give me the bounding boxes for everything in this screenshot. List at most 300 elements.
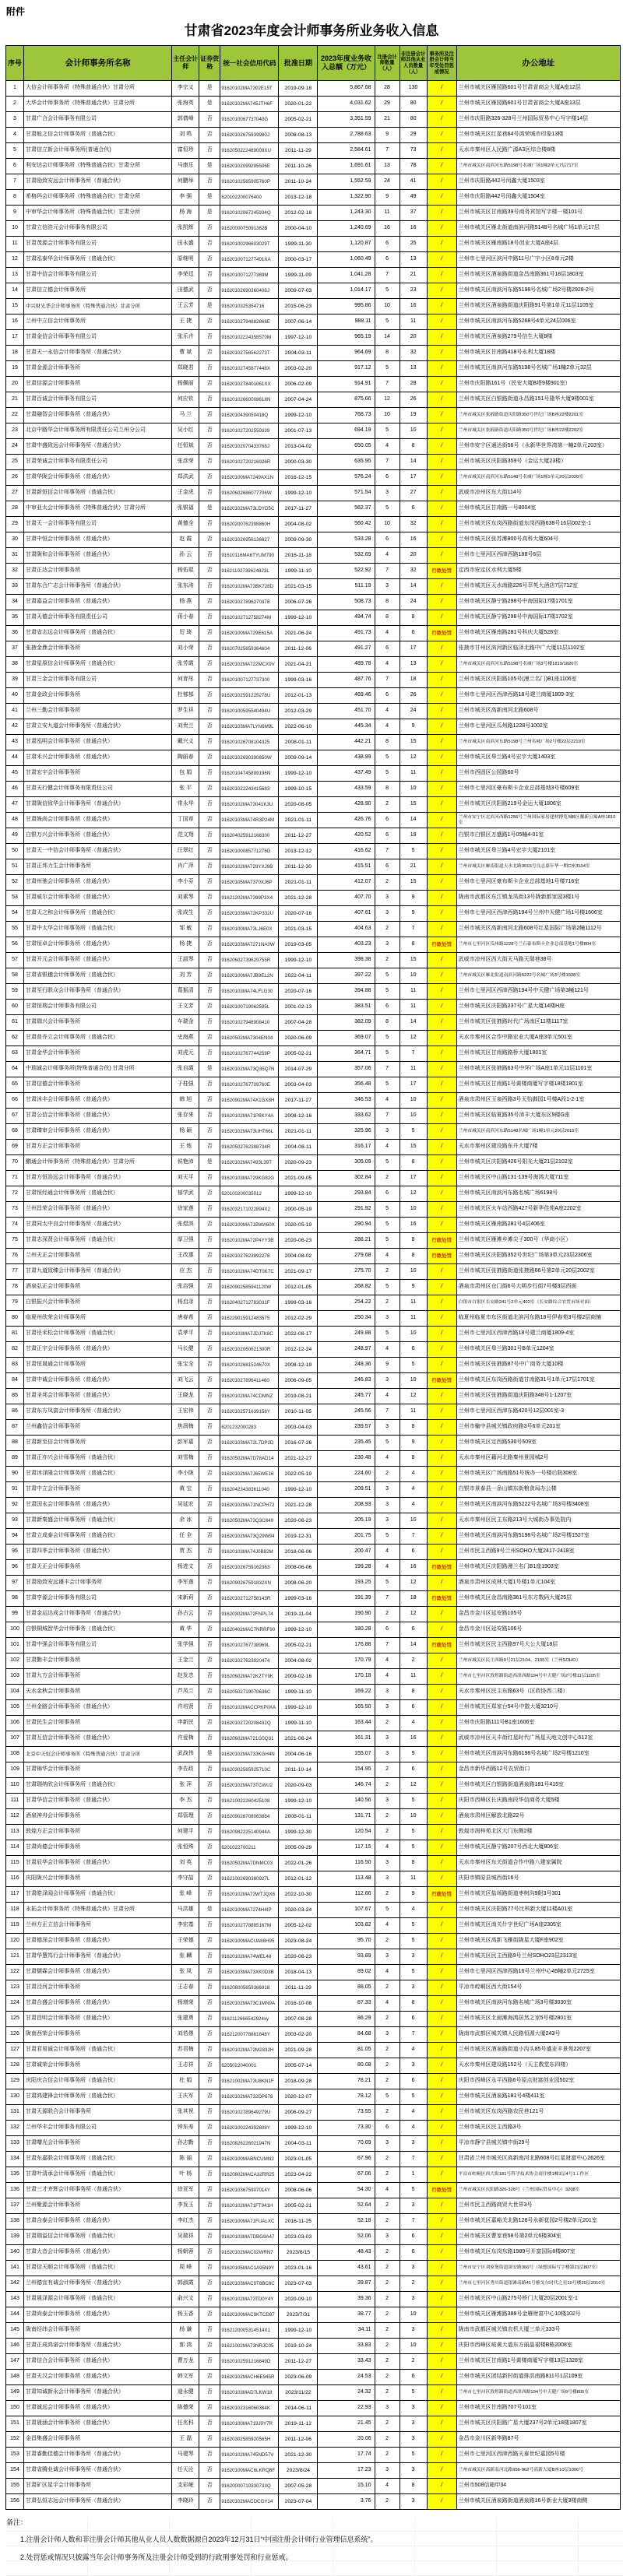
cell-index: 120 — [6, 1934, 24, 1949]
table-row — [6, 1327, 621, 1342]
cell-address: 兰州市七里河区秀川街道银滩南路41号雅戈尔时代之星10号楼20层2010室 — [456, 2276, 620, 2292]
cell-address: 兰州市城关区中山路131-139号海鸿大厦711室 — [456, 1171, 620, 1186]
cell-firm-name: 甘肃信德会计师事务所 — [24, 1077, 172, 1093]
table-row — [6, 1000, 621, 1015]
cell-penalty: / — [427, 875, 456, 891]
cell-index: 46 — [6, 782, 24, 797]
cell-cpa-count: 5 — [375, 1280, 399, 1295]
cell-chief-accountant: 刘素琴 — [172, 891, 199, 906]
cell-securities-qualified: 否 — [199, 1124, 220, 1140]
cell-credit-code: 91620100MAC6LKRQ8F — [220, 2463, 279, 2479]
cell-securities-qualified: 否 — [199, 2043, 220, 2058]
cell-staff-count: 8 — [399, 2479, 427, 2494]
cell-index: 155 — [6, 2479, 24, 2494]
cell-address: 兰州市城关区红星巷64号鸿荣城市印象13楼 — [456, 128, 620, 143]
cell-securities-qualified: 否 — [199, 2230, 220, 2245]
cell-penalty: / — [427, 1093, 456, 1109]
cell-approval-date: 2012-03-29 — [279, 704, 318, 719]
cell-approval-date: 1999-12-10 — [279, 408, 318, 423]
cell-staff-count: 6 — [399, 626, 427, 641]
cell-chief-accountant: 吴延宏 — [172, 1498, 199, 1513]
cell-securities-qualified: 否 — [199, 1109, 220, 1124]
cell-staff-count: 5 — [399, 2448, 427, 2463]
cell-cpa-count: 2 — [375, 2385, 399, 2401]
cell-chief-accountant: 张其祝 — [172, 2105, 199, 2121]
cell-securities-qualified: 否 — [199, 346, 220, 361]
cell-credit-code: 91620102MAC02WRN7 — [220, 2245, 279, 2261]
table-row — [6, 2370, 621, 2385]
table-row — [6, 2494, 621, 2510]
cell-credit-code: 91620102712758143R — [220, 1591, 279, 1607]
cell-penalty: / — [427, 1311, 456, 1327]
cell-address: 兰州市城关区高新南河北路608号 — [456, 704, 620, 719]
cell-income: 112.66 — [318, 1887, 375, 1903]
cell-cpa-count: 2 — [375, 2494, 399, 2510]
cell-cpa-count: 2 — [375, 2245, 399, 2261]
cell-credit-code: 91620102MA733KGH4N — [220, 1747, 279, 1762]
cell-cpa-count: 29 — [375, 97, 399, 112]
cell-staff-count: 9 — [399, 1436, 427, 1451]
cell-income: 245.56 — [318, 1404, 375, 1420]
cell-firm-name: 甘肃晟涵会计师事务所（普通合伙） — [24, 2416, 172, 2432]
cell-income: 5,867.68 — [318, 81, 375, 97]
cell-firm-name: 甘肃弘恒志远会计师事务所（普通合伙） — [24, 2494, 172, 2510]
cell-index: 42 — [6, 719, 24, 735]
cell-index: 118 — [6, 1903, 24, 1918]
cell-cpa-count: 4 — [375, 1669, 399, 1685]
cell-credit-code: 91620402MAC7NRRF90 — [220, 1622, 279, 1638]
cell-penalty: / — [427, 1358, 456, 1373]
cell-securities-qualified: 否 — [199, 517, 220, 532]
cell-approval-date: 2020-08-05 — [279, 797, 318, 813]
cell-staff-count: 3 — [399, 1980, 427, 1996]
column-header: 主任会计师 — [172, 46, 199, 81]
cell-cpa-count: 3 — [375, 1513, 399, 1529]
cell-staff-count: 3 — [399, 2323, 427, 2339]
cell-staff-count: 14 — [399, 579, 427, 595]
cell-securities-qualified: 否 — [199, 735, 220, 750]
cell-income: 131.71 — [318, 1809, 375, 1825]
cell-index: 73 — [6, 1202, 24, 1218]
cell-penalty: / — [427, 1965, 456, 1980]
cell-firm-name: 甘肃天源联合会计师事务所 — [24, 2105, 172, 2121]
cell-income: 291.92 — [318, 1202, 375, 1218]
cell-index: 35 — [6, 610, 24, 626]
cell-approval-date: 2022-10-30 — [279, 1887, 318, 1903]
table-row — [6, 1856, 621, 1871]
cell-staff-count: 5 — [399, 2183, 427, 2198]
cell-credit-code: 91620100085771276D — [220, 844, 279, 859]
cell-penalty: / — [427, 1513, 456, 1529]
cell-address: 兰州市城关区南滨河东路5198号兰州名城广场2号楼22层2219室 — [456, 735, 620, 750]
cell-credit-code: 91620102070433768J — [220, 439, 279, 455]
cell-chief-accountant: 张建勇 — [172, 2012, 199, 2027]
cell-penalty: / — [427, 1404, 456, 1420]
cell-income: 302.84 — [318, 1171, 375, 1186]
cell-cpa-count: 8 — [375, 595, 399, 610]
cell-income: 89.02 — [318, 1965, 375, 1980]
cell-credit-code: 916204025912168300 — [220, 828, 279, 844]
cell-chief-accountant: 肖广萍 — [172, 859, 199, 875]
cell-penalty: / — [427, 174, 456, 190]
cell-penalty: / — [427, 221, 456, 237]
cell-income: 917.12 — [318, 361, 375, 377]
cell-staff-count: 16 — [399, 221, 427, 237]
cell-income: 576.24 — [318, 470, 375, 486]
cell-cpa-count: 4 — [375, 1093, 399, 1109]
cell-approval-date: 2000-05-19 — [279, 1202, 318, 1218]
cell-staff-count: 5 — [399, 1825, 427, 1840]
cell-securities-qualified: 否 — [199, 1918, 220, 1934]
cell-cpa-count: 10 — [375, 408, 399, 423]
cell-cpa-count: 4 — [375, 1342, 399, 1358]
table-row — [6, 1513, 621, 1529]
cell-firm-name: 北京中天恒会计师事务所（特殊普通合伙）甘肃分所 — [24, 1747, 172, 1762]
cell-income: 489.78 — [318, 657, 375, 673]
cell-chief-accountant: 郑洪武 — [172, 470, 199, 486]
cell-staff-count: 6 — [399, 1622, 427, 1638]
cell-approval-date: 2001-02-13 — [279, 1000, 318, 1015]
cell-securities-qualified: 否 — [199, 2136, 220, 2152]
cell-securities-qualified: 是 — [199, 1155, 220, 1171]
cell-chief-accountant: 余 冰 — [172, 1513, 199, 1529]
table-row — [6, 875, 621, 891]
table-row — [6, 470, 621, 486]
cell-income: 146.74 — [318, 1778, 375, 1794]
cell-securities-qualified: 否 — [199, 968, 220, 984]
cell-address: 兰州市城关区东岗东路1989号开富国际8楼807室 — [456, 2245, 620, 2261]
cell-firm-name: 兰州金路会计师事务所（普通合伙） — [24, 1700, 172, 1716]
cell-credit-code: 9162010071277491XA — [220, 252, 279, 268]
cell-penalty: / — [427, 1436, 456, 1451]
cell-staff-count: 3 — [399, 2198, 427, 2214]
cell-penalty: / — [427, 735, 456, 750]
cell-approval-date: 2006-07-26 — [279, 595, 318, 610]
column-header: 事务所及注册会计师当年受处罚惩戒情况 — [427, 46, 456, 81]
cell-address: 兰州市城关区金昌南路361号东方数码大厦25层 — [456, 1591, 620, 1607]
cell-credit-code: 6201022700211 — [220, 1840, 279, 1856]
cell-address: 兰州市七里河区西津西路天泰世纪嘉园5号楼 — [456, 2448, 620, 2463]
cell-staff-count: 15 — [399, 735, 427, 750]
cell-index: 107 — [6, 1731, 24, 1747]
cell-income: 914.91 — [318, 377, 375, 392]
cell-index: 137 — [6, 2198, 24, 2214]
cell-index: 74 — [6, 1218, 24, 1233]
cell-cpa-count: 3 — [375, 1747, 399, 1762]
cell-penalty: / — [427, 2494, 456, 2510]
cell-credit-code: 91620102MA74DT0K7C — [220, 1264, 279, 1280]
cell-firm-name: 甘肃新秦盛会计师事务所（普通合伙） — [24, 1513, 172, 1529]
cell-approval-date: 1999-12-10 — [279, 486, 318, 501]
cell-index: 58 — [6, 968, 24, 984]
cell-income: 394.88 — [318, 984, 375, 1000]
cell-chief-accountant: 郑晓君 — [172, 361, 199, 377]
cell-address: 兰州市城关区甘南路1号黄楼商厦写字楼18楼1801室 — [456, 1077, 620, 1093]
cell-cpa-count: 5 — [375, 1046, 399, 1062]
cell-staff-count: 5 — [399, 2385, 427, 2401]
cell-penalty: / — [427, 1840, 456, 1856]
cell-chief-accountant: 许培贤 — [172, 1700, 199, 1716]
cell-cpa-count: 3 — [375, 1373, 399, 1389]
cell-staff-count: 3 — [399, 2261, 427, 2276]
cell-penalty: / — [427, 1140, 456, 1155]
cell-penalty: / — [427, 159, 456, 174]
cell-penalty: / — [427, 548, 456, 564]
cell-credit-code: 91620105MA7370XJ6P — [220, 875, 279, 891]
cell-address: 兰州市城关区南滨河东路5148号名城广场1幢1单元20层2020室 — [456, 470, 620, 486]
cell-chief-accountant: 任天沦 — [172, 2463, 199, 2479]
table-row — [6, 221, 621, 237]
cell-cpa-count: 7 — [375, 673, 399, 688]
cell-index: 144 — [6, 2307, 24, 2323]
cell-address: 陇南市武都区城关镇人民路恒源大厦243号 — [456, 2027, 620, 2043]
cell-staff-count: 5 — [399, 1918, 427, 1934]
cell-penalty: / — [427, 81, 456, 97]
cell-credit-code: 91621002690380927L — [220, 1871, 279, 1887]
cell-staff-count: 23 — [399, 283, 427, 299]
cell-firm-name: 兰州中立信会计师事务所 — [24, 315, 172, 330]
cell-income: 200.47 — [318, 1545, 375, 1560]
cell-income: 113.48 — [318, 1871, 375, 1887]
cell-firm-name: 甘肃东方凤富会计师事务所（普通合伙） — [24, 1404, 172, 1420]
table-row — [6, 159, 621, 174]
cell-income: 357.06 — [318, 1062, 375, 1077]
cell-firm-name: 兰州三勤会计师事务所 — [24, 704, 172, 719]
cell-staff-count: 26 — [399, 688, 427, 704]
cell-index: 10 — [6, 221, 24, 237]
cell-firm-name: 甘肃中立会计师事务所 — [24, 1482, 172, 1498]
cell-staff-count: 25 — [399, 237, 427, 252]
cell-approval-date: 2023-03-03 — [279, 2230, 318, 2245]
table-row — [6, 2307, 621, 2323]
cell-chief-accountant: 徐亚军 — [172, 2183, 199, 2198]
table-row — [6, 1980, 621, 1996]
cell-staff-count: 4 — [399, 2121, 427, 2136]
cell-address: 兰州市城关区庆阳路352号世纪广场第3单元23层2306室 — [456, 1249, 620, 1264]
cell-penalty: / — [427, 1607, 456, 1622]
table-row — [6, 1062, 621, 1077]
cell-index: 53 — [6, 891, 24, 906]
cell-chief-accountant: 曹 斌 — [172, 346, 199, 361]
cell-securities-qualified: 否 — [199, 2385, 220, 2401]
cell-index: 2 — [6, 97, 24, 112]
cell-address: 酒泉市肃州区解放北路22号 — [456, 1809, 620, 1825]
cell-income: 140.56 — [318, 1794, 375, 1809]
cell-credit-code: 91621102739624823L — [220, 564, 279, 579]
cell-penalty: / — [427, 2089, 456, 2105]
cell-approval-date: 1997-12-10 — [279, 330, 318, 346]
cell-index: 115 — [6, 1856, 24, 1871]
cell-cpa-count: 6 — [375, 813, 399, 828]
cell-chief-accountant: 张东涛 — [172, 579, 199, 595]
table-row — [6, 392, 621, 408]
table-row — [6, 2432, 621, 2448]
cell-cpa-count: 11 — [375, 206, 399, 221]
cell-securities-qualified: 否 — [199, 1980, 220, 1996]
cell-firm-name: 兰州华丰会计师事务有限公司 — [24, 2121, 172, 2136]
cell-cpa-count: 3 — [375, 937, 399, 953]
cell-chief-accountant: 李 强 — [172, 190, 199, 206]
cell-address: 兰州市城关区甘南路39号商务宾馆写字楼一楼101号 — [456, 206, 620, 221]
cell-securities-qualified: 否 — [199, 2261, 220, 2276]
cell-income: 988.11 — [318, 315, 375, 330]
cell-income: 176.88 — [318, 1638, 375, 1653]
cell-firm-name: 甘肃矿区星宇会计师事务所 — [24, 2479, 172, 2494]
cell-address: 兰州市榆中县城关镇政府路3号6单元201室 — [456, 1420, 620, 1436]
cell-address: 张掖市甘州区滨河新区临泽北路中广大厦11层1102室 — [456, 641, 620, 657]
cell-income: 24.32 — [318, 2385, 375, 2401]
cell-penalty: / — [427, 2152, 456, 2167]
cell-address: 兰州市七里河区西津西路194号中天健广场第3幢121号 — [456, 984, 620, 1000]
cell-index: 56 — [6, 937, 24, 953]
cell-income: 650.05 — [318, 439, 375, 455]
cell-penalty: 行政处罚 — [427, 2183, 456, 2198]
cell-securities-qualified: 否 — [199, 1327, 220, 1342]
cell-approval-date: 1999-12-10 — [279, 1186, 318, 1202]
cell-address: 兰州市城关区张掖路街道庆阳路350号世纪广场B座22楼2202室 — [456, 423, 620, 439]
table-row — [6, 1809, 621, 1825]
table-row — [6, 1109, 621, 1124]
cell-chief-accountant: 李红杰 — [172, 2214, 199, 2230]
cell-credit-code: 91620103MA74R3P24M — [220, 813, 279, 828]
cell-chief-accountant: 彭军嘉 — [172, 1436, 199, 1451]
cell-cpa-count: 3 — [375, 1420, 399, 1436]
cell-penalty: / — [427, 1731, 456, 1747]
cell-approval-date: 2007-04-28 — [279, 1015, 318, 1031]
cell-cpa-count: 2 — [375, 953, 399, 968]
table-row — [6, 657, 621, 673]
cell-income: 290.94 — [318, 1218, 375, 1233]
cell-chief-accountant: 杨启录 — [172, 1295, 199, 1311]
cell-cpa-count: 3 — [375, 891, 399, 906]
cell-securities-qualified: 否 — [199, 1218, 220, 1233]
cell-staff-count: 80 — [399, 97, 427, 112]
cell-securities-qualified: 否 — [199, 392, 220, 408]
cell-penalty: / — [427, 470, 456, 486]
cell-index: 55 — [6, 922, 24, 937]
cell-index: 81 — [6, 1327, 24, 1342]
cell-index: 122 — [6, 1965, 24, 1980]
cell-chief-accountant: 刘 英 — [172, 1856, 199, 1871]
cell-penalty: / — [427, 1155, 456, 1171]
cell-securities-qualified: 否 — [199, 750, 220, 766]
cell-staff-count: 16 — [399, 1218, 427, 1233]
cell-securities-qualified: 否 — [199, 1685, 220, 1700]
cell-securities-qualified: 否 — [199, 1233, 220, 1249]
cell-address: 兰州市庆阳路326-328号兰州国际贸易中心写字楼14层 — [456, 112, 620, 128]
cell-penalty: / — [427, 1685, 456, 1700]
cell-staff-count: 4 — [399, 2043, 427, 2058]
table-row — [6, 2058, 621, 2074]
cell-cpa-count: 5 — [375, 1155, 399, 1171]
cell-penalty: / — [427, 984, 456, 1000]
cell-firm-name: 甘肃广合会计师事务有限公司 — [24, 112, 172, 128]
cell-credit-code: 916208005859366918 — [220, 1980, 279, 1996]
cell-approval-date: 2011-10-26 — [279, 159, 318, 174]
cell-approval-date: 2003-04-03 — [279, 1077, 318, 1093]
cell-approval-date: 1999-11-09 — [279, 268, 318, 283]
cell-income: 70.69 — [318, 2136, 375, 2152]
cell-cpa-count: 2 — [375, 2448, 399, 2463]
table-row — [6, 1934, 621, 1949]
cell-chief-accountant: 葛振清 — [172, 984, 199, 1000]
cell-cpa-count: 2 — [375, 2012, 399, 2027]
cell-securities-qualified: 否 — [199, 922, 220, 937]
cell-chief-accountant: 张芳霞 — [172, 657, 199, 673]
cell-securities-qualified: 否 — [199, 984, 220, 1000]
cell-index: 131 — [6, 2105, 24, 2121]
table-row — [6, 517, 621, 532]
cell-chief-accountant: 王庆军 — [172, 2089, 199, 2105]
cell-address: 兰州市城关区曹家巷58号第2单元6楼304室 — [456, 2230, 620, 2245]
cell-chief-accountant: 张煜淇 — [172, 1218, 199, 1233]
cell-securities-qualified: 否 — [199, 2074, 220, 2089]
cell-staff-count: 17 — [399, 641, 427, 657]
table-row — [6, 2012, 621, 2027]
cell-address: 兰州市城关区南滨河东路6198号名城广场2号楼1210室 — [456, 1747, 620, 1762]
cell-address: 兰州市城关区雁北街道南滨河路5148号名城广场1单元17层 — [456, 221, 620, 237]
cell-penalty: / — [427, 828, 456, 844]
cell-penalty: / — [427, 1046, 456, 1062]
cell-income: 201.75 — [318, 1529, 375, 1545]
cell-approval-date: 2012-01-12 — [279, 1871, 318, 1887]
cell-index: 86 — [6, 1404, 24, 1420]
cell-securities-qualified: 否 — [199, 595, 220, 610]
table-row — [6, 1794, 621, 1809]
table-header — [6, 46, 621, 81]
table-row — [6, 906, 621, 922]
cell-approval-date: 2006-09-05 — [279, 1373, 318, 1389]
cell-income: 1,120.87 — [318, 237, 375, 252]
cell-approval-date: 2021-06-24 — [279, 626, 318, 641]
cell-approval-date: 1999-12-10 — [279, 953, 318, 968]
cell-credit-code: 6201232000283 — [220, 1420, 279, 1436]
table-row — [6, 268, 621, 283]
cell-chief-accountant: 杨进文 — [172, 1560, 199, 1576]
table-row — [6, 455, 621, 470]
table-row — [6, 283, 621, 299]
cell-securities-qualified: 否 — [199, 1031, 220, 1046]
cell-cpa-count: 6 — [375, 1186, 399, 1202]
cell-staff-count: 8 — [399, 1233, 427, 1249]
cell-index: 34 — [6, 595, 24, 610]
cell-approval-date: 2021-01-11 — [279, 1124, 318, 1140]
cell-securities-qualified: 是 — [199, 1062, 220, 1077]
cell-staff-count: 12 — [399, 750, 427, 766]
table-row — [6, 766, 621, 782]
cell-securities-qualified: 否 — [199, 1420, 220, 1436]
cell-income: 107.67 — [318, 1903, 375, 1918]
cell-income: 24.53 — [318, 2370, 375, 2385]
cell-securities-qualified: 是 — [199, 159, 220, 174]
cell-cpa-count: 10 — [375, 299, 399, 315]
cell-securities-qualified: 否 — [199, 268, 220, 283]
cell-credit-code: 91620100MABNCUMN3 — [220, 2152, 279, 2167]
cell-cpa-count: 6 — [375, 2121, 399, 2136]
cell-credit-code: 91620826226021947N — [220, 2136, 279, 2152]
cell-address: 兰州市七里河区西津西路18号建兰商厦1809-3室 — [456, 688, 620, 704]
table-row — [6, 2230, 621, 2245]
cell-income: 17.74 — [318, 2448, 375, 2463]
table-row — [6, 1186, 621, 1202]
table-row — [6, 501, 621, 517]
cell-securities-qualified: 是 — [199, 1903, 220, 1918]
cell-index: 153 — [6, 2448, 24, 2463]
cell-chief-accountant: 李宗义 — [172, 81, 199, 97]
cell-firm-name: 甘肃正宇会计师事务所（普通合伙） — [24, 1342, 172, 1358]
cell-firm-name: 甘肃合盛会计师事务所（普通合伙） — [24, 1996, 172, 2012]
cell-credit-code: 91620102767738969L — [220, 1638, 279, 1653]
